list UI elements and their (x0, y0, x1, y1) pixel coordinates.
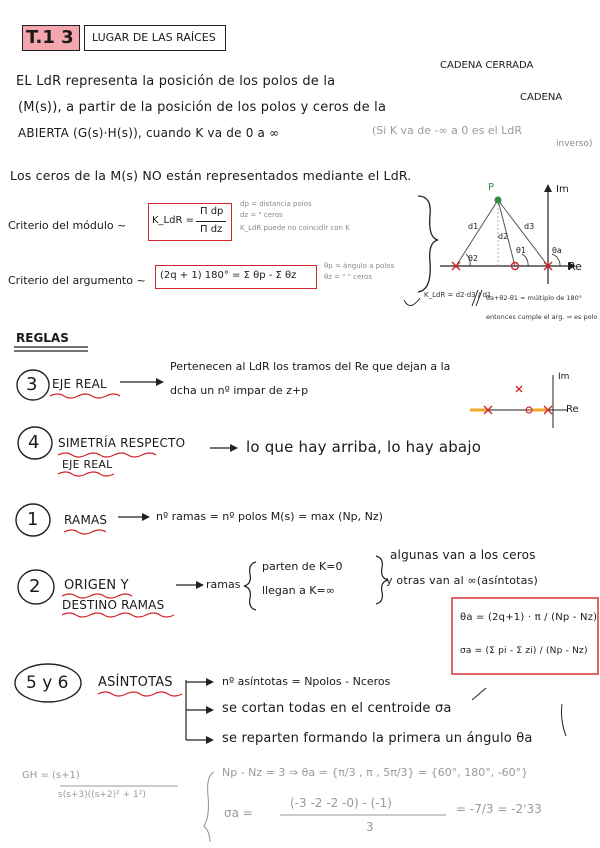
rules-heading: REGLAS (16, 331, 69, 345)
example-sigma-result: = -7/3 = -2'33 (456, 802, 542, 816)
rule2-ramas: ramas (206, 578, 241, 591)
modulo-label: Criterio del módulo ~ (8, 219, 127, 232)
sketch-theta1: θ1 (516, 246, 526, 255)
rule56-number: 5 y 6 (26, 673, 69, 693)
intro-line3-b: (Si K va de -∞ a 0 es el LdR (372, 124, 522, 137)
rule56-line1: nº asíntotas = Npolos - Nceros (222, 675, 391, 688)
sketch-d2: d2 (498, 232, 509, 241)
argument-formula: (2q + 1) 180° = Σ θp - Σ θz (160, 270, 297, 281)
sketch-thetaa: θa (552, 246, 562, 255)
argument-note1: θp = ángulo a polos (324, 262, 395, 270)
rule2-number: 2 (29, 576, 41, 597)
rule4-title2: EJE REAL (62, 458, 113, 471)
rule1-number: 1 (27, 509, 39, 530)
rule56-line2: se cortan todas en el centroide σa (222, 701, 452, 716)
intro-line2-b: CADENA (520, 92, 563, 103)
rule1-text: nº ramas = nº polos M(s) = max (Np, Nz) (156, 510, 383, 523)
rule56-line3: se reparten formando la primera un ángulo θa (222, 731, 533, 746)
example-gh: GH = (s+1) (22, 770, 80, 781)
rule2-parten: parten de K=0 (262, 560, 343, 573)
sketch-d1: d1 (468, 222, 479, 231)
intro-bullet2: Los ceros de la M(s) NO están representados mediante el LdR. (10, 168, 412, 183)
argument-label: Criterio del argumento ~ (8, 274, 146, 287)
argument-note2: θz = " " ceros (324, 273, 372, 281)
intro-bullet1-a: EL LdR representa la posición de los polos de la (16, 74, 336, 89)
example-line1: Np - Nz = 3 ⇒ θa = {π/3 , π , 5π/3} = {60°, 180°, -60°} (222, 766, 529, 779)
topic-number: T.1 3 (26, 27, 74, 48)
rule1-title: RAMAS (64, 513, 108, 527)
rule3-text2: dcha un nº impar de z+p (170, 384, 309, 397)
rule3-text1: Pertenecen al LdR los tramos del Re que dejan a la (170, 360, 451, 373)
sketch-point-p: P (488, 182, 495, 193)
modulo-note2: dz = " ceros (240, 211, 283, 219)
rule3-title: EJE REAL (52, 377, 107, 391)
sketch-conclusion: entonces cumple el arg. ⇒ es polo (486, 313, 598, 321)
rule3-sketch-im: Im (558, 372, 570, 382)
sketch-k-formula: K_LdR = d2·d3 / d1 (424, 291, 492, 299)
modulo-note1: dp = distancia polos (240, 200, 312, 208)
rule2-title1: ORIGEN Y (64, 578, 129, 593)
rule4-title1: SIMETRÍA RESPECTO (58, 436, 186, 450)
sketch-d3: d3 (524, 222, 535, 231)
example-sigma-den: 3 (366, 820, 374, 834)
rule3-number: 3 (26, 374, 38, 395)
sigma-a-formula: σa = (Σ pi - Σ zi) / (Np - Nz) (460, 646, 588, 656)
rule56-title: ASÍNTOTAS (98, 675, 173, 690)
rule2-llegan: llegan a K=∞ (262, 584, 335, 597)
intro-bullet1-b: CADENA CERRADA (440, 60, 534, 71)
example-gh-den: s(s+3)((s+2)² + 1²) (58, 790, 146, 800)
rule4-text: lo que hay arriba, lo hay abajo (246, 438, 482, 456)
topic-title: LUGAR DE LAS RAÍCES (92, 31, 216, 44)
intro-line3-c: inverso) (556, 139, 593, 149)
rule4-number: 4 (28, 432, 40, 453)
modulo-note3: K_LdR puede no coincidir con K (240, 224, 350, 232)
rule2-title2: DESTINO RAMAS (62, 598, 165, 612)
rule2-algunas: algunas van a los ceros (390, 548, 536, 562)
sketch-angle-sum: θa+θ2-θ1 = múltiplo de 180° (486, 294, 582, 302)
modulo-k: K_LdR = (152, 215, 194, 226)
intro-line2-a: (M(s)), a partir de la posición de los polos y ceros de la (18, 100, 387, 115)
modulo-denominator: Π dz (200, 224, 223, 235)
example-sigma-num: (-3 -2 -2 -0) - (-1) (290, 796, 392, 810)
theta-a-formula: θa = (2q+1) · π / (Np - Nz) (460, 612, 598, 623)
sketch-re-label: Re (568, 260, 582, 273)
sketch-theta2: θ2 (468, 254, 478, 263)
intro-line3-a: ABIERTA (G(s)·H(s)), cuando K va de 0 a ∞ (18, 126, 280, 140)
example-sigma-label: σa = (224, 806, 253, 820)
modulo-numerator: Π dp (200, 206, 224, 217)
rule2-otras: y otras van al ∞(asíntotas) (386, 574, 539, 587)
rule3-sketch-re: Re (566, 404, 579, 415)
sketch-im-label: Im (556, 184, 569, 195)
